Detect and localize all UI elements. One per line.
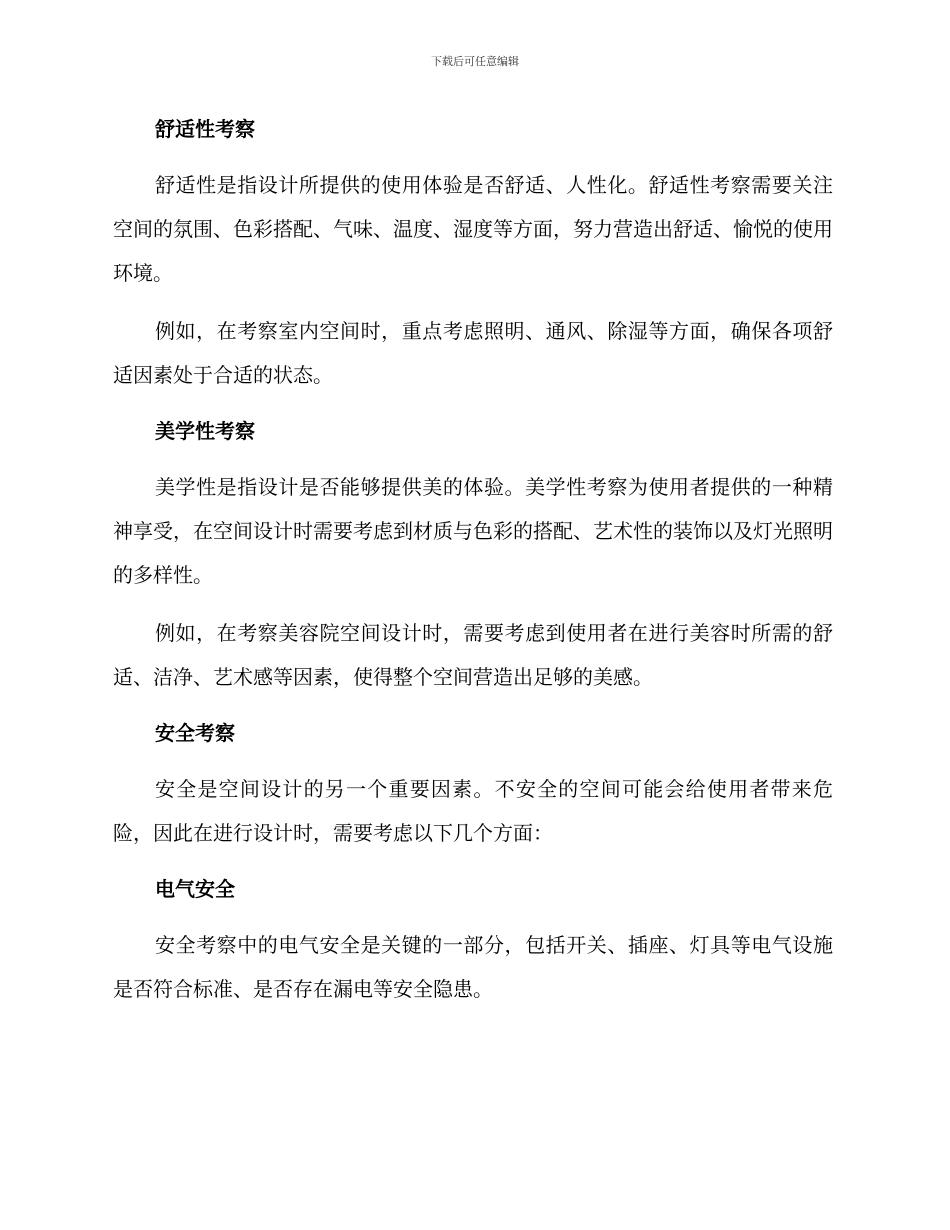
paragraph: 舒适性是指设计所提供的使用体验是否舒适、人性化。舒适性考察需要关注空间的氛围、色彩搭配、气味、温度、湿度等方面，努力营造出舒适、愉悦的使用环境。 <box>113 173 833 285</box>
paragraph: 美学性是指设计是否能够提供美的体验。美学性考察为使用者提供的一种精神享受，在空间设计时需要考虑到材质与色彩的搭配、艺术性的装饰以及灯光照明的多样性。 <box>113 475 833 587</box>
section-heading-aesthetics: 美学性考察 <box>155 419 255 443</box>
page-header: 下载后可任意编辑 <box>431 55 519 68</box>
section-heading-comfort: 舒适性考察 <box>155 117 255 141</box>
paragraph: 例如，在考察室内空间时，重点考虑照明、通风、除湿等方面，确保各项舒适因素处于合适的状态。 <box>113 319 833 387</box>
document-body <box>113 109 833 1025</box>
paragraph: 例如，在考察美容院空间设计时，需要考虑到使用者在进行美容时所需的舒适、洁净、艺术感等因素，使得整个空间营造出足够的美感。 <box>113 621 833 689</box>
section-heading-safety: 安全考察 <box>155 721 235 745</box>
paragraph: 安全是空间设计的另一个重要因素。不安全的空间可能会给使用者带来危险，因此在进行设计时，需要考虑以下几个方面： <box>113 777 833 845</box>
section-heading-electrical-safety: 电气安全 <box>155 877 235 901</box>
paragraph: 安全考察中的电气安全是关键的一部分，包括开关、插座、灯具等电气设施是否符合标准、是否存在漏电等安全隐患。 <box>113 933 833 1001</box>
